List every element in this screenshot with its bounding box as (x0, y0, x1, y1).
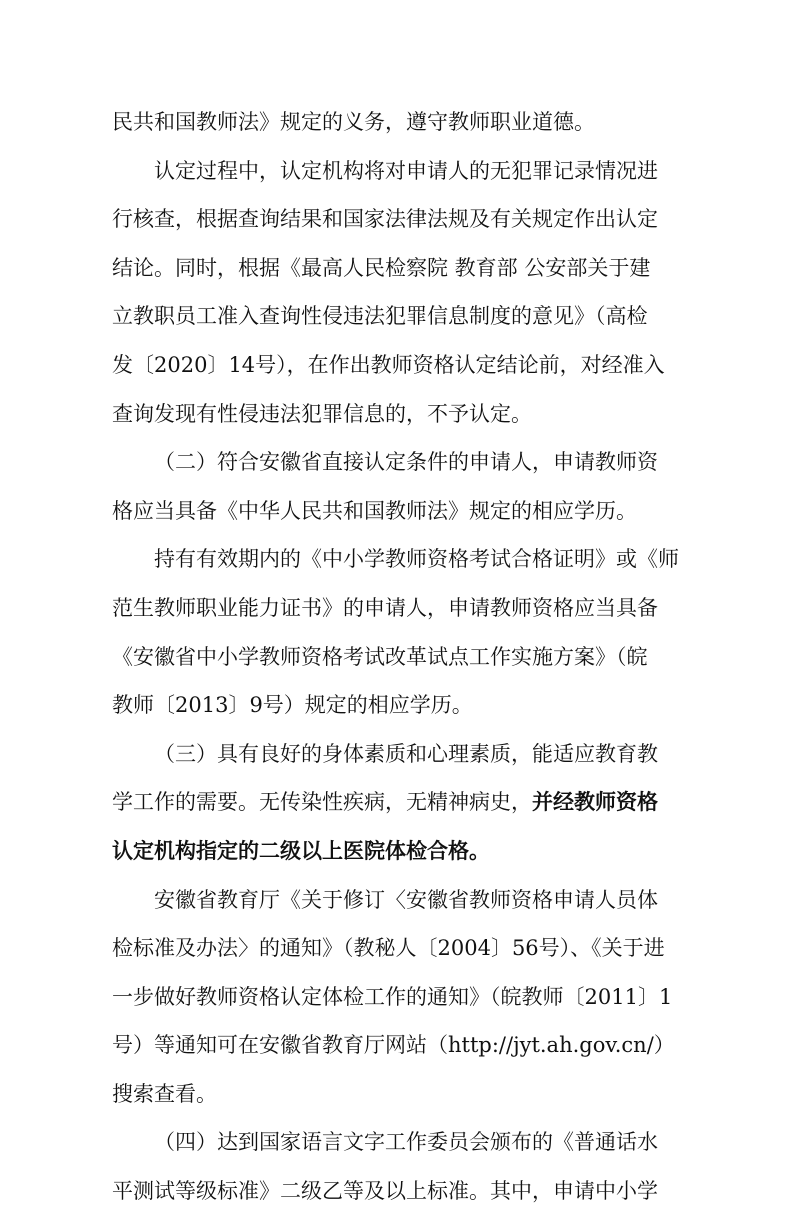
section-heading-line: （二）符合安徽省直接认定条件的申请人，申请教师资 (154, 450, 658, 475)
text-line: 平测试等级标准》二级乙等及以上标准。其中，申请中小学 (112, 1179, 658, 1204)
text-line: 格应当具备《中华人民共和国教师法》规定的相应学历。 (112, 498, 637, 523)
section-heading-line: （三）具有良好的身体素质和心理素质，能适应教育教 (154, 741, 658, 766)
text-line: 搜索查看。 (112, 1081, 217, 1106)
text-line: 发〔2020〕14号），在作出教师资格认定结论前，对经准入 (112, 352, 665, 377)
text-line: 查询发现有性侵违法犯罪信息的，不予认定。 (112, 401, 532, 426)
text-segment: 学工作的需要。无传染性疾病，无精神病史， (112, 790, 532, 815)
text-line: 立教职员工准入查询性侵违法犯罪信息制度的意见》（高检 (112, 304, 648, 329)
text-line: 教师〔2013〕9号）规定的相应学历。 (112, 693, 473, 718)
text-line: 一步做好教师资格认定体检工作的通知》（皖教师〔2011〕1 (112, 984, 673, 1009)
document-body (112, 98, 684, 1216)
text-line: 行核查，根据查询结果和国家法律法规及有关规定作出认定 (112, 207, 658, 232)
text-line: 结论。同时，根据《最高人民检察院 教育部 公安部关于建 (112, 255, 651, 280)
text-line: 号）等通知可在安徽省教育厅网站（http://jyt.ah.gov.cn/） (112, 1033, 675, 1058)
paragraph-first-line: 安徽省教育厅《关于修订〈安徽省教师资格申请人员体 (154, 887, 658, 912)
paragraph-first-line: 持有有效期内的《中小学教师资格考试合格证明》或《师 (154, 547, 679, 572)
text-line: 范生教师职业能力证书》的申请人，申请教师资格应当具备 (112, 595, 658, 620)
text-line: 《安徽省中小学教师资格考试改革试点工作实施方案》（皖 (112, 644, 648, 669)
emphasis-text: 并经教师资格 (532, 789, 658, 815)
paragraph-first-line: 认定过程中，认定机构将对申请人的无犯罪记录情况进 (154, 158, 658, 183)
text-line: 民共和国教师法》规定的义务，遵守教师职业道德。 (112, 110, 595, 134)
text-line: 检标准及办法〉的通知》（教秘人〔2004〕56号）、《关于进 (112, 936, 665, 961)
section-heading-line: （四）达到国家语言文字工作委员会颁布的《普通话水 (154, 1130, 658, 1155)
text-line (112, 778, 684, 827)
emphasis-line: 认定机构指定的二级以上医院体检合格。 (112, 837, 490, 863)
